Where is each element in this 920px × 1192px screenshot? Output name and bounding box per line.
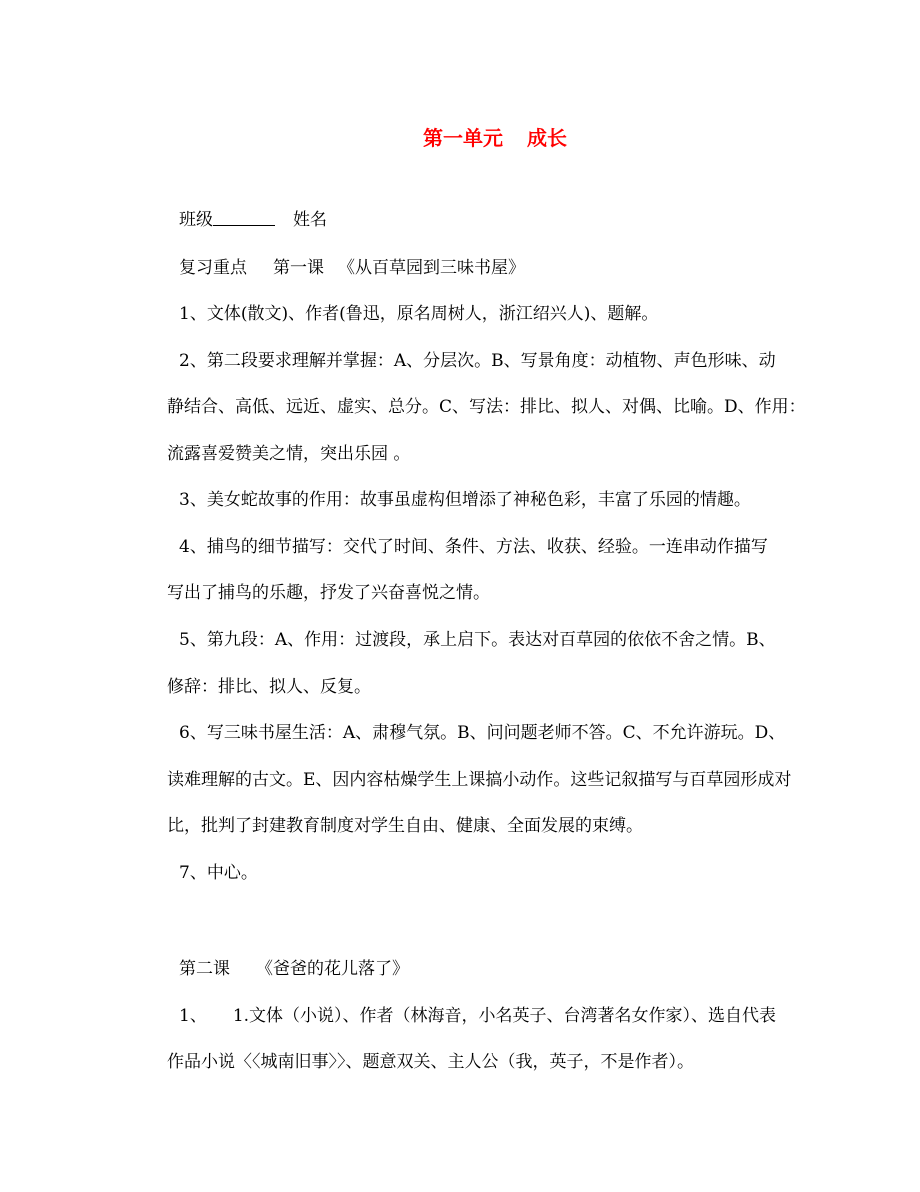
lesson2-label: 第二课 bbox=[179, 959, 230, 979]
title-topic: 成长 bbox=[527, 126, 567, 150]
lesson1-title: 《从百草园到三味书屋》 bbox=[338, 258, 525, 278]
paragraph-line: 读难理解的古文。E、因内容枯燥学生上课搞小动作。这些记叙描写与百草园形成对 bbox=[167, 770, 792, 790]
paragraph-line: 修辞：排比、拟人、反复。 bbox=[167, 677, 371, 697]
item-number: 1、 bbox=[179, 1006, 207, 1026]
paragraph-line: 比，批判了封建教育制度对学生自由、健康、全面发展的束缚。 bbox=[167, 816, 643, 836]
paragraph-line: 静结合、高低、远近、虚实、总分。C、写法：排比、拟人、对偶、比喻。D、作用： bbox=[167, 397, 806, 417]
paragraph-line: 写出了捕鸟的乐趣，抒发了兴奋喜悦之情。 bbox=[167, 583, 490, 603]
paragraph-line: 流露喜爱赞美之情，突出乐园 。 bbox=[167, 444, 411, 464]
review-label: 复习重点 bbox=[179, 258, 247, 278]
class-blank[interactable] bbox=[213, 209, 275, 226]
document-title bbox=[0, 124, 920, 152]
title-unit: 第一单元 bbox=[423, 126, 503, 150]
paragraph-line: 1、文体(散文)、作者(鲁迅，原名周树人，浙江绍兴人)、题解。 bbox=[179, 304, 659, 324]
paragraph-line: 6、写三味书屋生活：A、肃穆气氛。B、问问题老师不答。C、不允许游玩。D、 bbox=[179, 723, 786, 743]
class-label: 班级 bbox=[179, 210, 213, 230]
paragraph-text: 1.文体（小说）、作者（林海音，小名英子、台湾著名女作家）、选自代表 bbox=[232, 1006, 777, 1026]
lesson2-title: 《爸爸的花儿落了》 bbox=[256, 959, 409, 979]
paragraph-line: 7、中心。 bbox=[179, 863, 258, 883]
student-info-line bbox=[179, 208, 819, 232]
paragraph-line: 3、美女蛇故事的作用：故事虽虚构但增添了神秘色彩，丰富了乐园的情趣。 bbox=[179, 490, 751, 510]
lesson1-label: 第一课 bbox=[273, 258, 324, 278]
paragraph-line bbox=[179, 1004, 819, 1028]
review-heading bbox=[179, 256, 819, 280]
paragraph-line: 作品小说〈〈城南旧事〉〉、题意双关、主人公（我，英子，不是作者）。 bbox=[167, 1052, 694, 1072]
lesson2-heading bbox=[179, 957, 819, 981]
paragraph-line: 2、第二段要求理解并掌握：A、分层次。B、写景角度：动植物、声色形味、动 bbox=[179, 351, 776, 371]
paragraph-line: 5、第九段：A、作用：过渡段，承上启下。表达对百草园的依依不舍之情。B、 bbox=[179, 630, 776, 650]
name-label: 姓名 bbox=[293, 210, 327, 230]
paragraph-line: 4、捕鸟的细节描写：交代了时间、条件、方法、收获、经验。一连串动作描写 bbox=[179, 537, 768, 557]
